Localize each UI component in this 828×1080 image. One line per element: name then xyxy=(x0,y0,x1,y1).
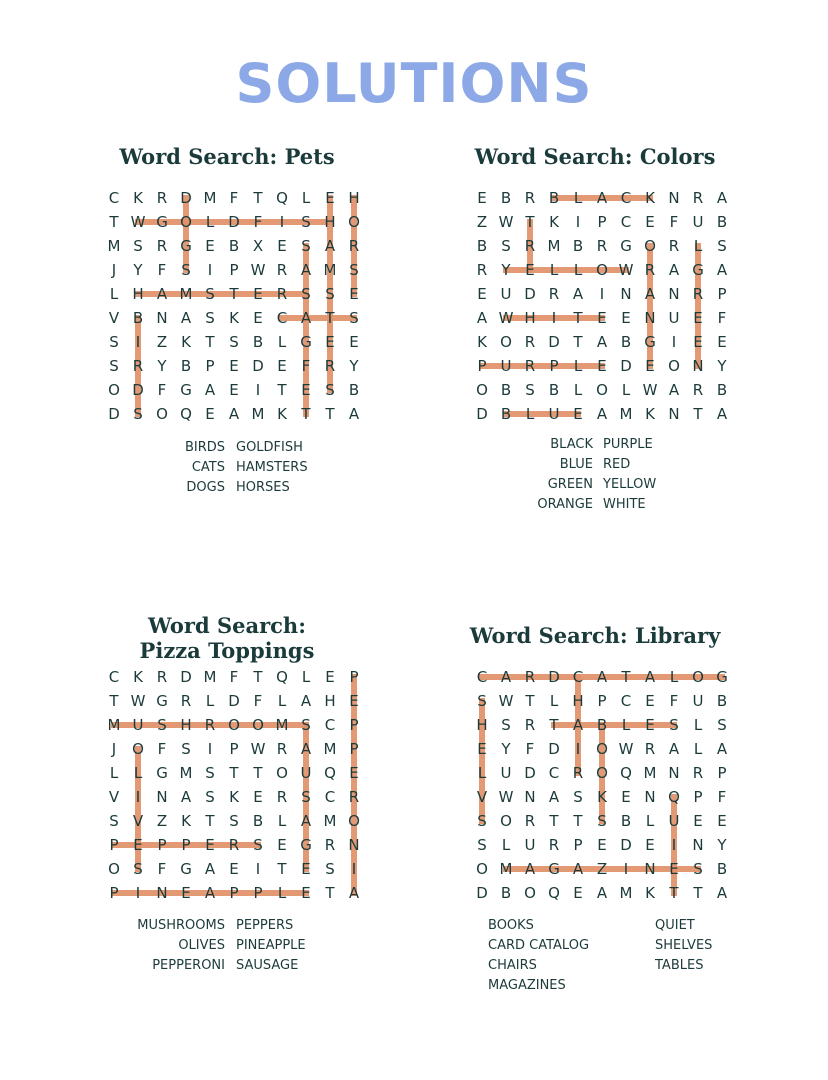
word-sausage: SAUSAGE xyxy=(236,958,299,973)
grid-row: TWGOLDFISHO xyxy=(109,213,360,231)
word-white: WHITE xyxy=(603,497,646,512)
word-list-library-left xyxy=(488,916,589,996)
word-card-catalog: CARD CATALOG xyxy=(488,938,590,953)
grid-row: KORDTABGIEE xyxy=(477,333,727,351)
letter-grid-library xyxy=(470,665,732,905)
grid-row: VINASKERSCR xyxy=(108,788,360,806)
grid-row: MSRGEBXESAR xyxy=(107,237,360,255)
word-cats: CATS xyxy=(191,460,225,475)
word-olives: OLIVES xyxy=(178,938,225,953)
puzzle-title-colors: Word Search: Colors xyxy=(474,144,716,169)
word-mushrooms: MUSHROOMS xyxy=(137,918,225,933)
letter-grid-pizza xyxy=(102,665,364,905)
grid-row: CKRDMFTQLEP xyxy=(108,668,359,686)
grid-row: SVZKTSBLAMO xyxy=(109,812,360,830)
grid-row: JYFSIPWRAMS xyxy=(111,261,359,279)
word-horses: HORSES xyxy=(236,480,290,495)
grid-row: LLGMSTTOUQE xyxy=(109,764,359,782)
word-list-pizza-right xyxy=(236,916,306,976)
word-chairs: CHAIRS xyxy=(488,958,537,973)
page-title: SOLUTIONS xyxy=(235,52,593,115)
word-red: RED xyxy=(603,457,631,472)
grid-row: EBRBLACKNRA xyxy=(477,189,728,207)
grid-row: AWHITEENUEF xyxy=(476,309,727,327)
grid-row: PURPLEDEONY xyxy=(477,357,727,375)
word-list-pizza-left xyxy=(137,916,225,976)
word-orange: ORANGE xyxy=(537,497,593,512)
word-tables: TABLES xyxy=(655,958,704,973)
grid-row: EUDRAINANRP xyxy=(477,285,727,303)
grid-row: OBSBLOLWARB xyxy=(476,381,728,399)
grid-row: VBNASKECATS xyxy=(108,309,359,327)
grid-row: CKRDMFTQLEH xyxy=(108,189,360,207)
grid-row: ZWTKIPCEFUB xyxy=(476,213,728,231)
grid-row: TWGRLDFLAHE xyxy=(109,692,359,710)
grid-row: SORTTSBLUEE xyxy=(477,812,727,830)
grid-row: OSFGAEITESI xyxy=(108,860,357,878)
grid-row: LHAMSTERSSE xyxy=(109,285,359,303)
word-goldfish: GOLDFISH xyxy=(236,440,303,455)
word-peppers: PEPPERS xyxy=(236,918,294,933)
grid-row: DBLUEAMKNTA xyxy=(476,405,728,423)
word-list-colors-right xyxy=(603,435,656,515)
word-green: GREEN xyxy=(547,477,593,492)
word-list-colors-left xyxy=(537,435,593,515)
puzzle-title-pets: Word Search: Pets xyxy=(119,144,335,169)
grid-row: SIZKTSBLGEE xyxy=(109,333,359,351)
word-hamsters: HAMSTERS xyxy=(236,460,308,475)
word-books: BOOKS xyxy=(488,918,534,933)
grid-row: DBOQEAMKTTA xyxy=(476,884,728,902)
grid-row: RYELLOWRAGA xyxy=(476,261,728,279)
grid-row: SRYBPEDEFRY xyxy=(109,357,359,375)
grid-row: OMAGAZINESB xyxy=(476,860,728,878)
grid-row: EYFDIOWRALA xyxy=(477,740,728,758)
word-birds: BIRDS xyxy=(184,440,225,455)
letter-grid-colors xyxy=(470,186,732,426)
word-dogs: DOGS xyxy=(186,480,225,495)
puzzle-title-pizza: Word Search: Pizza Toppings xyxy=(139,613,315,663)
grid-row: BSRMBRGORLS xyxy=(476,237,727,255)
grid-row: DSOQEAMKTTA xyxy=(108,405,360,423)
grid-row: PEPPERSEGRN xyxy=(109,836,360,854)
word-pepperoni: PEPPERONI xyxy=(152,958,225,973)
word-magazines: MAGAZINES xyxy=(488,978,566,993)
word-black: BLACK xyxy=(550,437,593,452)
grid-row: PINEAPPLETA xyxy=(109,884,360,902)
word-list-pets-right xyxy=(236,438,308,498)
word-shelves: SHELVES xyxy=(655,938,713,953)
grid-row: CARDCATALOG xyxy=(476,668,728,686)
grid-row: ODFGAEITESB xyxy=(108,381,360,399)
grid-row: VWNASKENQPF xyxy=(476,788,727,806)
word-list-library-right xyxy=(655,916,712,976)
grid-row: MUSHROOMSCP xyxy=(107,716,359,734)
word-pineapple: PINEAPPLE xyxy=(236,938,306,953)
grid-row: JOFSIPWRAMP xyxy=(111,740,359,758)
grid-row: SWTLHPCEFUB xyxy=(477,692,728,710)
grid-row: SLURPEDEINY xyxy=(477,836,727,854)
word-blue: BLUE xyxy=(559,457,593,472)
puzzle-title-library: Word Search: Library xyxy=(469,623,721,648)
grid-row: HSRTABLESLS xyxy=(476,716,727,734)
word-purple: PURPLE xyxy=(603,437,653,452)
grid-row: LUDCROQMNRP xyxy=(477,764,727,782)
word-yellow: YELLOW xyxy=(603,477,657,492)
word-list-pets-left xyxy=(185,438,225,498)
word-quiet: QUIET xyxy=(655,918,695,933)
letter-grid-pets xyxy=(102,186,364,426)
